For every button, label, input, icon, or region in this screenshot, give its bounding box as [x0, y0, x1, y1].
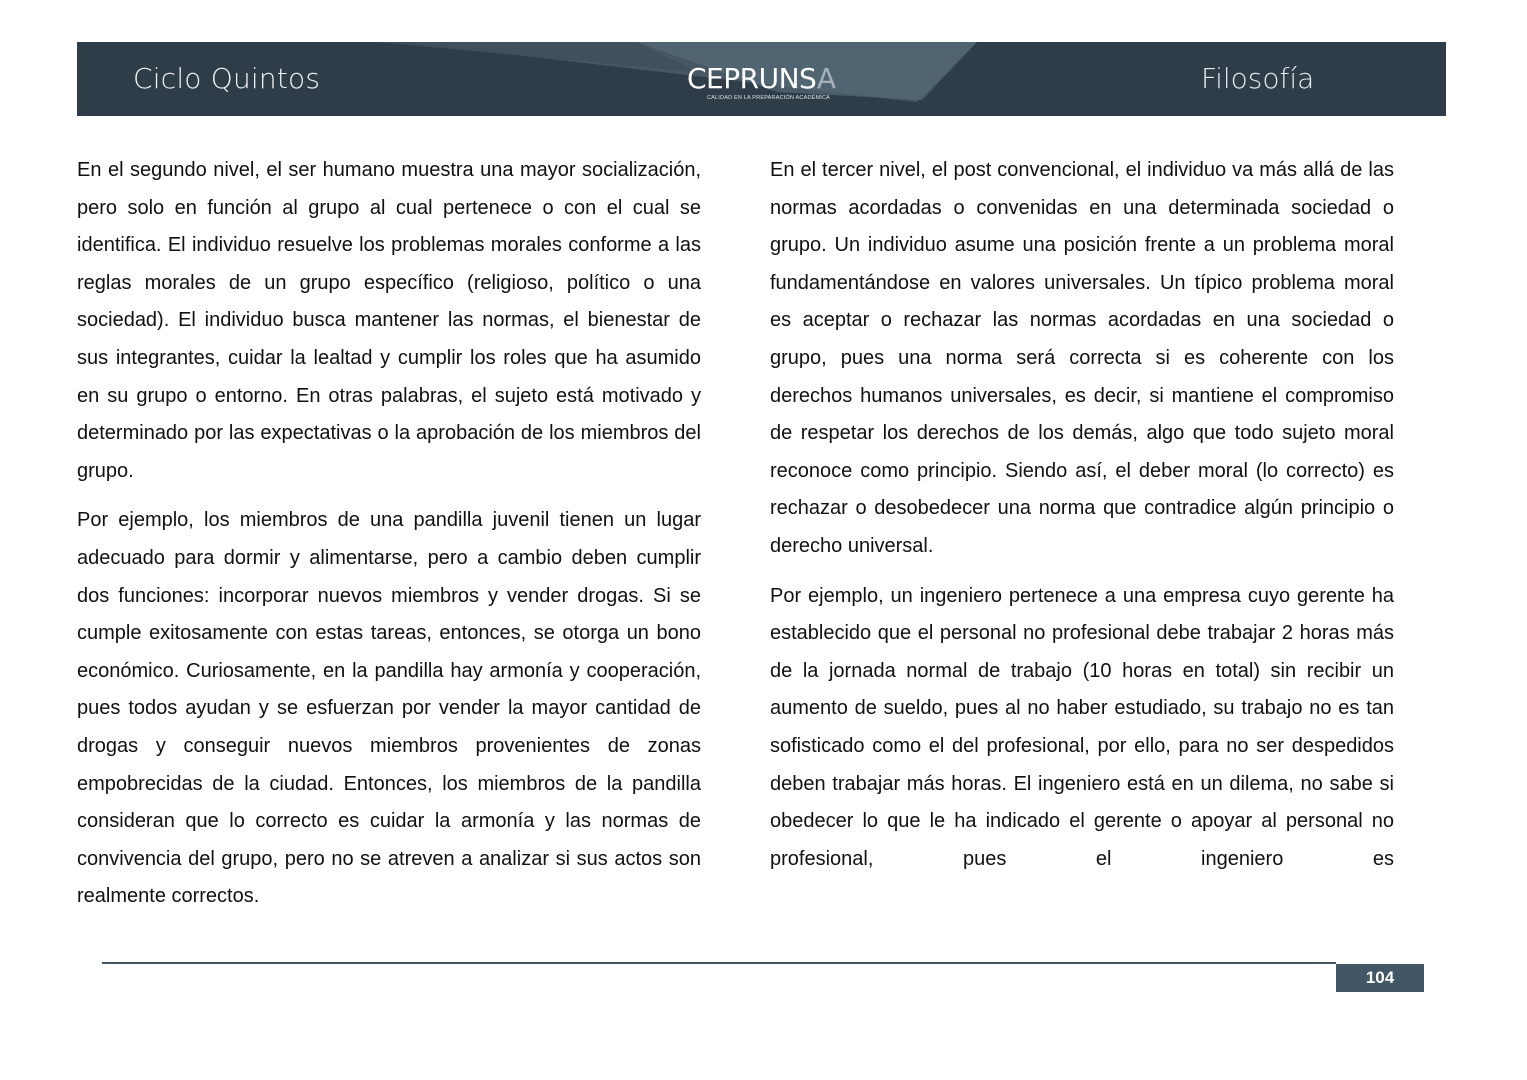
course-cycle-title: Ciclo Quintos [133, 62, 321, 95]
paragraph-third-level: En el tercer nivel, el post convencional, el individuo va más allá de las normas acordadas o convenidas en una determinada sociedad o grupo. Un individuo asume una posición frente a un problema moral fundamentándose en valores universales. Un típico problema moral es aceptar o rechazar las normas acordadas en una sociedad o grupo, pues una norma será correcta si es coherente con los derechos humanos universales, es decir, si mantiene el compromiso de respetar los derechos de los demás, algo que todo sujeto moral reconoce como principio. Siendo así, el deber moral (lo correcto) es rechazar o desobedecer una norma que contradice algún principio o derecho universal. [770, 159, 1394, 557]
subject-title: Filosofía [1201, 62, 1315, 95]
page-header-band [77, 42, 1446, 116]
logo-wordmark [687, 64, 835, 94]
right-column [770, 152, 1394, 890]
logo-tagline: CALIDAD EN LA PREPARACIÓN ACADÉMICA [707, 95, 831, 101]
footer-divider [102, 962, 1336, 964]
page-number-badge: 104 [1336, 964, 1424, 992]
logo-wordmark-accent: A [816, 62, 836, 95]
paragraph-gang-example: Por ejemplo, los miembros de una pandilla juvenil tienen un lugar adecuado para dormir y alimentarse, pero a cambio deben cumplir dos funciones: incorporar nuevos miembros y vender drogas. Si se cumple exitosamente con estas tareas, entonces, se otorga un bono económico. Curiosamente, en la pandilla hay armonía y cooperación, pues todos ayudan y se esfuerzan por vender la mayor cantidad de drogas y conseguir nuevos miembros provenientes de zonas empobrecidas de la ciudad. Entonces, los miembros de la pandilla consideran que lo correcto es cuidar la armonía y las normas de convivencia del grupo, pero no se atreven a analizar si sus actos son realmente correctos. [77, 509, 701, 908]
paragraph-engineer-example: Por ejemplo, un ingeniero pertenece a una empresa cuyo gerente ha establecido que el personal no profesional debe trabajar 2 horas más de la jornada normal de trabajo (10 horas en total) sin recibir un aumento de sueldo, pues al no haber estudiado, su trabajo no es tan sofisticado como el del profesional, por ello, para no ser despedidos deben trabajar más horas. El ingeniero está en un dilema, no sabe si obedecer lo que le ha indicado el gerente o apoyar al personal no profesional, pues el ingeniero es [770, 584, 1394, 870]
paragraph-second-level: En el segundo nivel, el ser humano muestra una mayor socialización, pero solo en función al grupo al cual pertenece o con el cual se identifica. El individuo resuelve los problemas morales conforme a las reglas morales de un grupo específico (religioso, político o una sociedad). El individuo busca mantener las normas, el bienestar de sus integrantes, cuidar la lealtad y cumplir los roles que ha asumido en su grupo o entorno. En otras palabras, el sujeto está motivado y determinado por las expectativas o la aprobación de los miembros del grupo. [77, 159, 701, 482]
left-column [77, 152, 701, 928]
ceprunsa-logo [687, 64, 857, 104]
logo-wordmark-main: CEPRUNS [687, 62, 817, 95]
